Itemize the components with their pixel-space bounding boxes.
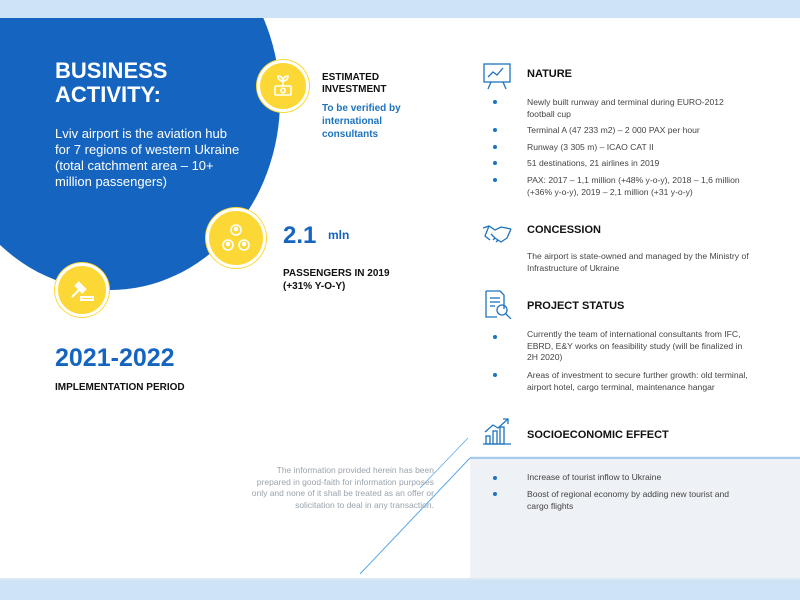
bullet — [493, 161, 497, 165]
concession-text: The airport is state-owned and managed by the Ministry of Infrastructure of Ukraine — [527, 251, 749, 273]
disclaimer: The information provided herein has been prepared in good-faith for information purposes only and none of it shall be treated as an offer or solicitation to deal in any transaction. — [251, 465, 434, 510]
project-status-title: PROJECT STATUS — [527, 300, 625, 312]
passengers-value: 2.1 — [283, 222, 317, 249]
business-activity-intro: Lviv airport is the aviation hub for 7 regions of western Ukraine (total catchment area – 10+ million passengers) — [55, 126, 240, 189]
nature-title: NATURE — [527, 68, 573, 80]
nature-item: Newly built runway and terminal during EURO-2012 football cup — [527, 97, 724, 119]
investment-label: ESTIMATED INVESTMENT — [322, 72, 387, 95]
passengers-unit: mln — [328, 228, 350, 242]
bullet — [493, 373, 497, 377]
money-plant-icon — [257, 60, 309, 112]
handshake-icon — [481, 218, 513, 248]
nature-item: Runway (3 305 m) – ICAO CAT II — [527, 142, 654, 152]
socioeconomic-item: Increase of tourist inflow to Ukraine — [527, 472, 662, 482]
bullet — [493, 476, 497, 480]
socioeconomic-item: Boost of regional economy by adding new tourist and cargo flights — [527, 489, 730, 511]
document-magnifier-icon — [481, 289, 513, 319]
people-network-icon — [206, 208, 266, 268]
bullet — [493, 128, 497, 132]
bullet — [493, 335, 497, 339]
project-status-item: Areas of investment to secure further growth: old terminal, airport hotel, cargo terminal, maintenance hangar — [527, 370, 748, 392]
implementation-label: IMPLEMENTATION PERIOD — [55, 382, 185, 393]
project-status-item: Currently the team of international consultants from IFC, EBRD, E&Y works on feasibility study (will be finalized in 2H 2020) — [527, 329, 743, 362]
passengers-label: PASSENGERS IN 2019 (+31% Y-O-Y) — [283, 268, 390, 292]
nature-item: Terminal A (47 233 m2) – 2 000 PAX per hour — [527, 125, 700, 135]
growth-chart-icon — [481, 416, 513, 446]
concession-title: CONCESSION — [527, 224, 601, 236]
nature-item: PAX: 2017 – 1,1 million (+48% y-o-y), 2018 – 1,6 million (+36% y-o-y), 2019 – 2,1 million (+31 y-o-y) — [527, 175, 740, 197]
bottom-strip — [0, 578, 800, 600]
socioeconomic-title: SOCIOECONOMIC EFFECT — [527, 429, 669, 441]
gavel-icon — [55, 263, 109, 317]
bullet — [493, 178, 497, 182]
bullet — [493, 145, 497, 149]
business-activity-title: BUSINESS ACTIVITY: — [55, 58, 168, 107]
bullet — [493, 100, 497, 104]
investment-sub: To be verified by international consultants — [322, 103, 401, 140]
nature-item: 51 destinations, 21 airlines in 2019 — [527, 158, 660, 168]
implementation-years: 2021-2022 — [55, 344, 175, 372]
bullet — [493, 492, 497, 496]
presentation-board-icon — [481, 61, 513, 91]
